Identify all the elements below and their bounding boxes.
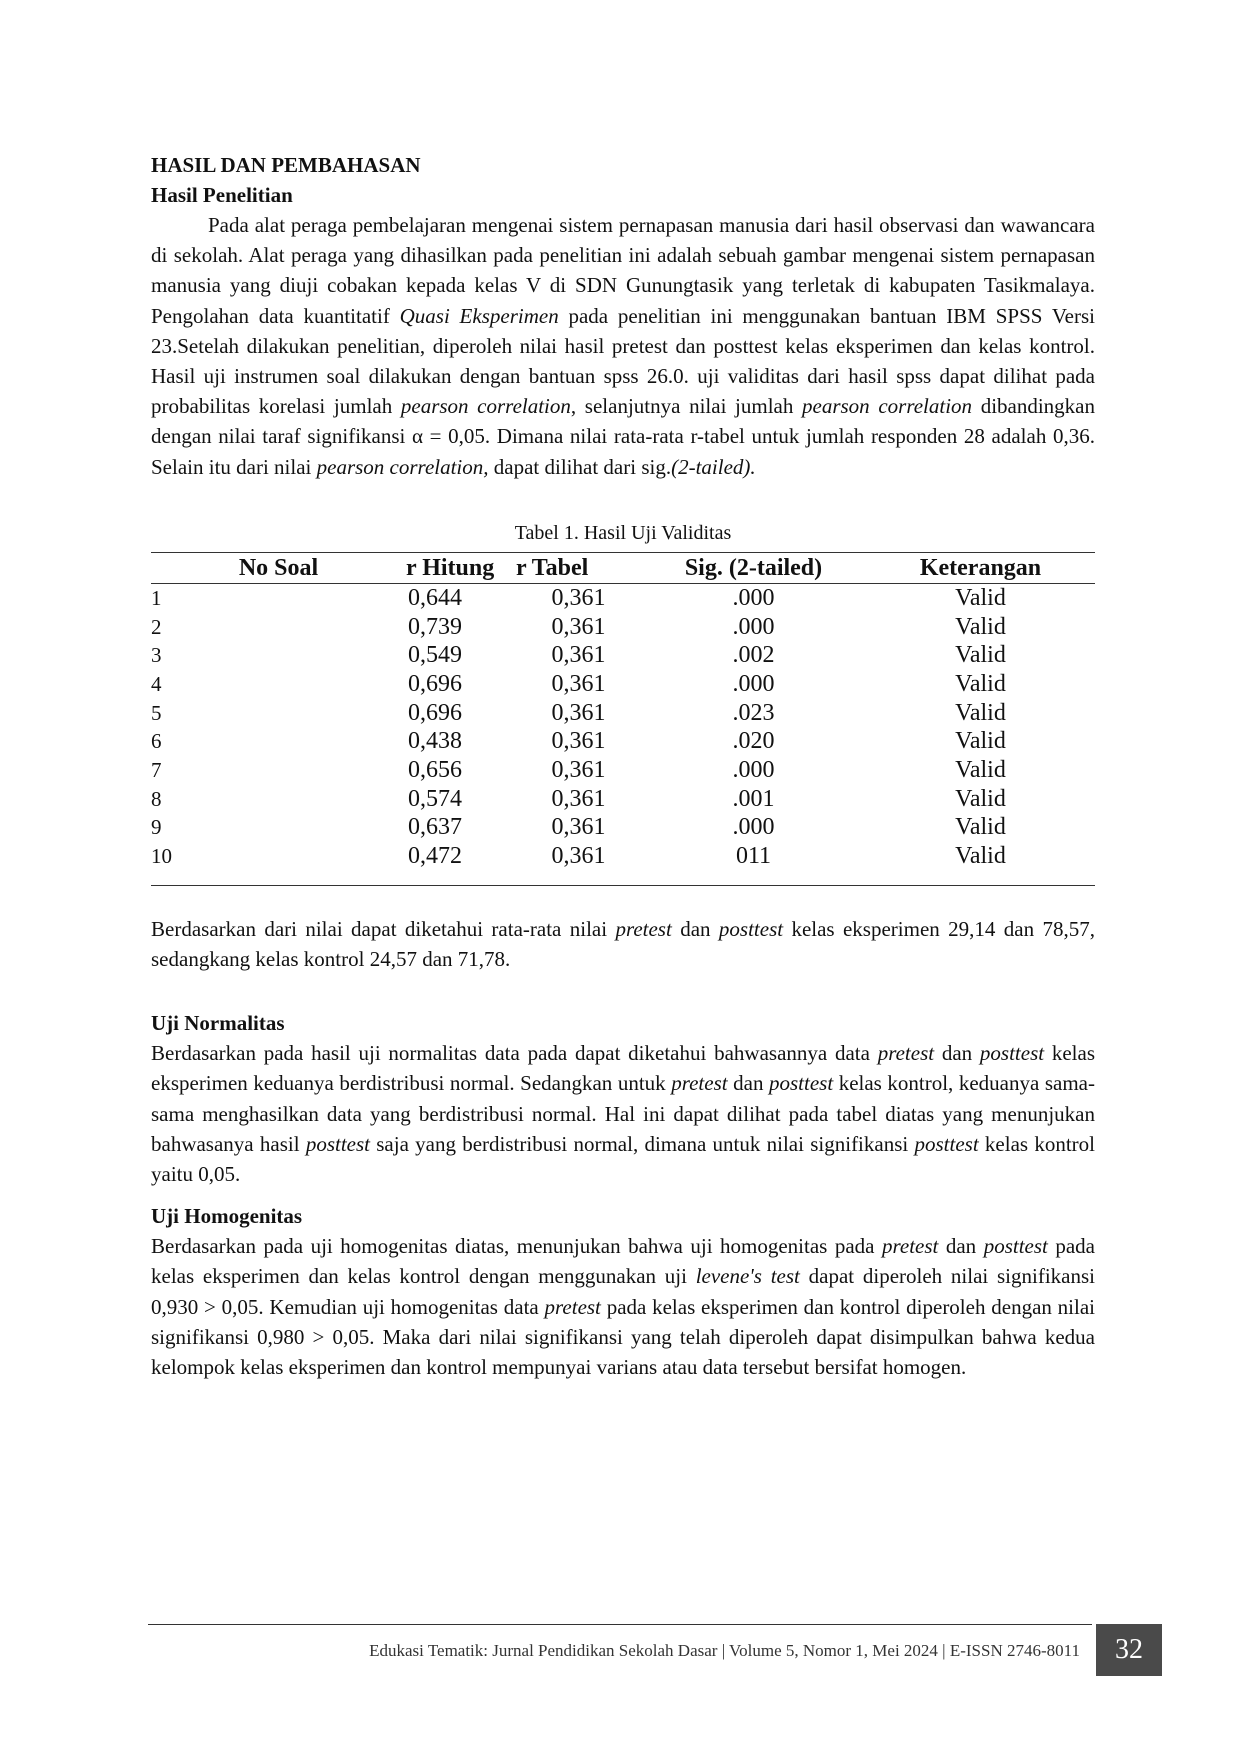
- italic-run: levene's test: [695, 1264, 800, 1289]
- keterangan-cell: Valid: [955, 814, 1006, 841]
- text-run: dan: [671, 916, 719, 941]
- table-header-row: [151, 552, 1095, 583]
- r-tabel-cell: 0,361: [551, 843, 606, 870]
- text-run: pada kelas eksperimen dan kontrol diperoleh dengan nilai signifikansi 0,980 > 0,05. Maka dari nilai signifikansi yang telah diperoleh dapat disimpulkan bahwa kedua kelompok kelas eksperimen dan kontrol mempunyai varians atau data tersebut bersifat homogen.: [151, 1294, 1095, 1380]
- text-run: dan: [938, 1234, 984, 1259]
- r-tabel-cell: 0,361: [551, 699, 606, 726]
- text-run: Berdasarkan dari nilai dapat diketahui rata-rata nilai: [151, 916, 616, 941]
- paragraph-homogenitas: [151, 1231, 1095, 1382]
- text-run: dapat dilihat dari sig.: [488, 454, 672, 479]
- header-sig: Sig. (2-tailed): [641, 552, 866, 583]
- text-run: saja yang berdistribusi normal, dimana untuk nilai signifikansi: [369, 1131, 915, 1156]
- keterangan-cell: Valid: [955, 757, 1006, 784]
- r-tabel-cell: 0,361: [551, 670, 606, 697]
- text-run: dan: [934, 1041, 980, 1066]
- text-run: Berdasarkan pada hasil uji normalitas data pada dapat diketahui bahwasannya data: [151, 1041, 878, 1066]
- header-keterangan: Keterangan: [866, 552, 1095, 583]
- footer-journal-info: Edukasi Tematik: Jurnal Pendidikan Sekolah Dasar | Volume 5, Nomor 1, Mei 2024 | E-ISSN 2746-8011: [369, 1641, 1080, 1660]
- italic-run: pretest: [877, 1041, 935, 1066]
- row-number: 4: [151, 671, 162, 696]
- italic-run: posttest: [718, 916, 784, 941]
- italic-run: pearson correlation: [802, 394, 973, 419]
- sig-cell: .000: [732, 757, 775, 784]
- row-number: 10: [151, 844, 172, 869]
- r-tabel-cell: 0,361: [551, 757, 606, 784]
- r-tabel-cell: 0,361: [551, 728, 606, 755]
- italic-run: pretest: [544, 1294, 601, 1319]
- page-content: [151, 150, 1095, 1382]
- keterangan-cell: Valid: [955, 584, 1006, 611]
- table-caption: Tabel 1. Hasil Uji Validitas: [514, 521, 732, 544]
- text-run: dibandingkan dengan nilai taraf signifikansi α = 0,05. Dimana nilai rata-rata r-tabel untuk jumlah responden 28 adalah 0,36. Selain itu dari nilai: [151, 394, 1095, 479]
- r-hitung-cell: 0,574: [408, 785, 462, 812]
- header-no-soal: No Soal: [151, 552, 406, 583]
- row-number: 3: [151, 643, 162, 668]
- text-run: kelas eksperimen keduanya berdistribusi normal. Sedangkan untuk: [151, 1041, 1095, 1096]
- keterangan-cell: Valid: [955, 613, 1006, 640]
- keterangan-cell: Valid: [955, 670, 1006, 697]
- text-run: Berdasarkan pada uji homogenitas diatas, menunjukan bahwa uji homogenitas pada: [151, 1234, 882, 1259]
- italic-run: posttest: [979, 1041, 1045, 1066]
- page-number: 32: [1096, 1624, 1162, 1676]
- keterangan-cell: Valid: [955, 843, 1006, 870]
- sig-cell: .023: [732, 699, 775, 726]
- italic-run: pearson correlation,: [316, 454, 489, 479]
- row-number: 1: [151, 585, 162, 610]
- r-tabel-cell: 0,361: [551, 785, 606, 812]
- keterangan-cell: Valid: [955, 642, 1006, 669]
- r-hitung-cell: 0,696: [408, 670, 462, 697]
- italic-run: posttest: [769, 1071, 834, 1096]
- italic-run: pearson correlation: [400, 394, 571, 419]
- sig-cell: 011: [735, 843, 772, 870]
- text-run: dapat diperoleh nilai signifikansi 0,930 > 0,05. Kemudian uji homogenitas data: [151, 1264, 1095, 1319]
- row-number: 7: [151, 758, 162, 783]
- row-number: 6: [151, 729, 162, 754]
- header-r-tabel: r Tabel: [516, 552, 641, 583]
- subsection-heading-hasil: Hasil Penelitian: [151, 183, 293, 207]
- sig-cell: .000: [732, 584, 775, 611]
- keterangan-cell: Valid: [955, 785, 1006, 812]
- paragraph-normalitas: [151, 1038, 1095, 1189]
- subsection-heading-normalitas: Uji Normalitas: [151, 1011, 285, 1036]
- r-hitung-cell: 0,472: [408, 843, 462, 870]
- text-run: dan: [727, 1071, 769, 1096]
- row-number: 8: [151, 786, 162, 811]
- r-hitung-cell: 0,549: [408, 642, 462, 669]
- sig-cell: .020: [732, 728, 775, 755]
- text-run: , selanjutnya nilai jumlah: [570, 394, 803, 419]
- text-run: kelas eksperimen 29,14 dan 78,57, sedangkang kelas kontrol 24,57 dan 71,78.: [151, 916, 1095, 972]
- validity-table: [151, 552, 1095, 871]
- r-hitung-cell: 0,644: [408, 584, 462, 611]
- r-hitung-cell: 0,739: [408, 613, 462, 640]
- r-hitung-cell: 0,438: [408, 728, 462, 755]
- table-row: [151, 583, 1095, 612]
- sig-cell: .000: [732, 814, 775, 841]
- sig-cell: .002: [732, 642, 775, 669]
- r-tabel-cell: 0,361: [551, 613, 606, 640]
- text-run: Pada alat peraga pembelajaran mengenai sistem pernapasan manusia dari hasil observasi dan wawancara di sekolah. Alat peraga yang dihasilkan pada penelitian ini adalah sebuah gambar mengenai sistem pernapasan manusia yang diuji cobakan kepada kelas V di SDN Gunungtasik yang terletak di kabupaten Tasikmalaya. Pengolahan data kuantitatif: [151, 213, 1095, 328]
- row-number: 5: [151, 700, 162, 725]
- r-tabel-cell: 0,361: [551, 814, 606, 841]
- sig-cell: .001: [732, 785, 775, 812]
- italic-run: posttest: [983, 1234, 1048, 1259]
- r-hitung-cell: 0,637: [408, 814, 462, 841]
- sig-cell: .000: [732, 670, 775, 697]
- text-run: kelas kontrol, keduanya sama-sama menghasilkan data yang berdistribusi normal. Hal ini dapat dilihat pada tabel diatas yang menunjukan bahwasanya hasil: [151, 1071, 1095, 1156]
- footer-rule: [148, 1624, 1092, 1625]
- paragraph-hasil: [151, 210, 1095, 482]
- r-tabel-cell: 0,361: [551, 642, 606, 669]
- r-hitung-cell: 0,656: [408, 757, 462, 784]
- row-number: 2: [151, 614, 162, 639]
- paragraph-summary: [151, 914, 1095, 974]
- text-run: kelas kontrol yaitu 0,05.: [151, 1131, 1095, 1187]
- italic-run: (2-tailed).: [671, 454, 756, 479]
- row-numbers: [151, 583, 406, 871]
- italic-run: pretest: [881, 1234, 939, 1259]
- r-tabel-cell: 0,361: [551, 584, 606, 611]
- table-bottom-rule: [151, 871, 1095, 886]
- sig-cell: .000: [732, 613, 775, 640]
- section-title: HASIL DAN PEMBAHASAN: [151, 153, 421, 177]
- italic-run: Quasi Eksperimen: [399, 303, 559, 328]
- italic-run: posttest: [914, 1131, 979, 1156]
- keterangan-cell: Valid: [955, 699, 1006, 726]
- italic-run: posttest: [305, 1131, 370, 1156]
- row-number: 9: [151, 815, 162, 840]
- italic-run: pretest: [671, 1071, 728, 1096]
- text-run: pada penelitian ini menggunakan bantuan IBM SPSS Versi 23.Setelah dilakukan penelitian, diperoleh nilai hasil pretest dan posttest kelas eksperimen dan kelas kontrol. Hasil uji instrumen soal dilakukan dengan bantuan spss 26.0. uji validitas dari hasil spss dapat dilihat pada probabilitas korelasi jumlah: [151, 303, 1095, 419]
- r-hitung-cell: 0,696: [408, 699, 462, 726]
- text-run: pada kelas eksperimen dan kelas kontrol dengan menggunakan uji: [151, 1234, 1095, 1289]
- subsection-heading-homogenitas: Uji Homogenitas: [151, 1204, 303, 1229]
- italic-run: pretest: [615, 916, 672, 941]
- keterangan-cell: Valid: [955, 728, 1006, 755]
- header-r-hitung: r Hitung: [406, 552, 516, 583]
- table-body: [151, 583, 1095, 871]
